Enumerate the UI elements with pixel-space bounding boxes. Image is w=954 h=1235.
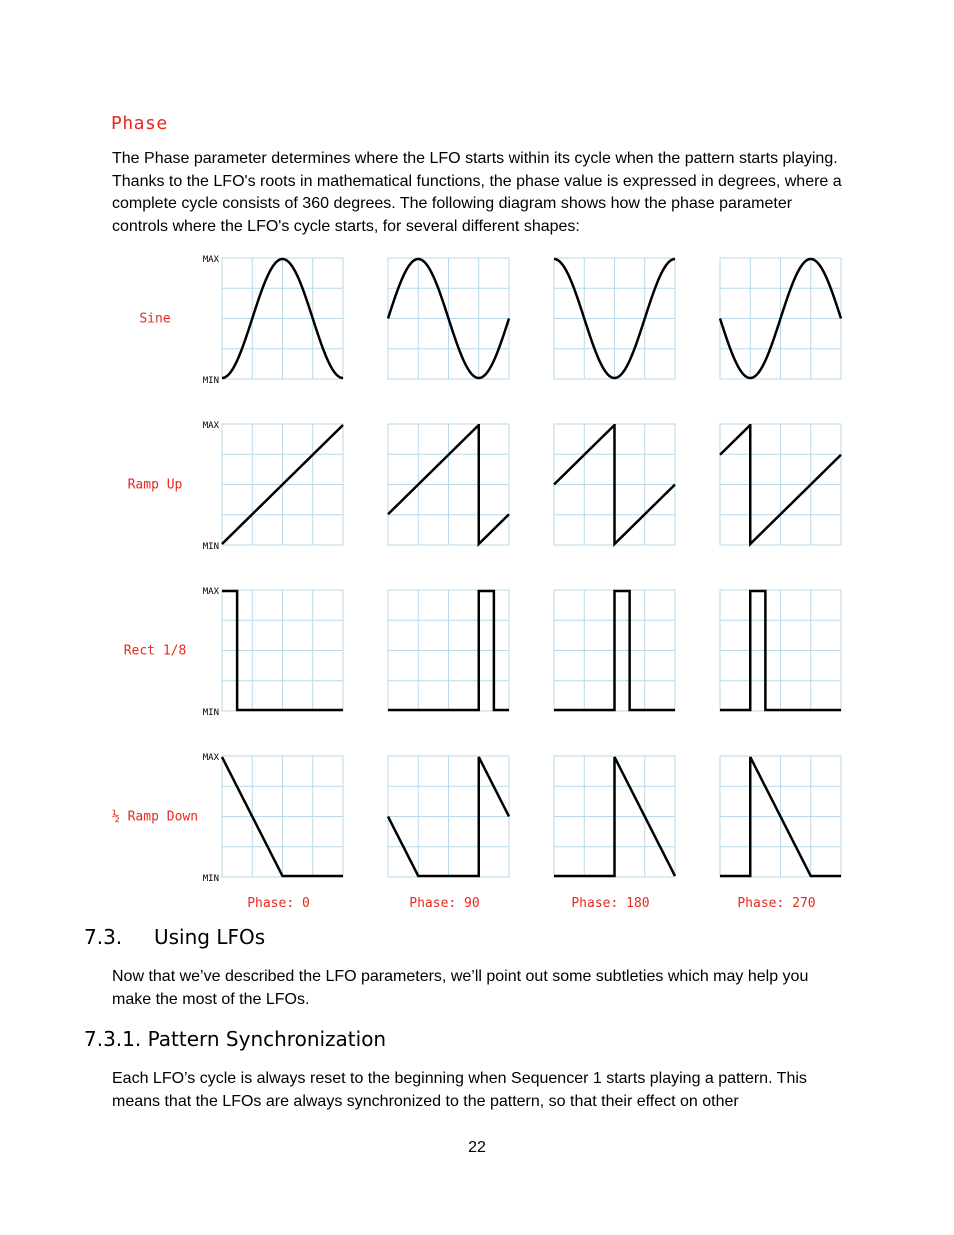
axis-max-label: MAX [202,255,219,265]
section-number: 7.3. [84,925,123,949]
axis-max-label: MAX [202,753,219,763]
shape-label: Rect 1/8 [123,643,187,659]
axis-min-label: MIN [202,874,219,884]
page-number: 22 [468,1139,486,1156]
axis-min-label: MIN [202,542,219,552]
axis-min-label: MIN [202,376,219,386]
axis-max-label: MAX [202,587,219,597]
section-heading-7-3-1: 7.3.1. Pattern Synchronization [84,1027,387,1051]
section-heading-7-3 [84,925,265,949]
section-heading-phase: Phase [111,113,168,134]
shape-label: ½ Ramp Down [111,809,199,825]
phase-label: Phase: 0 [247,896,310,911]
shape-label: Ramp Up [127,477,183,493]
lfo-phase-diagram [0,245,954,915]
paragraph-using-lfos: Now that we’ve described the LFO parameters, we’ll point out some subtleties which may help you make the most of the LFOs. [112,968,809,1008]
phase-label: Phase: 180 [571,896,650,911]
paragraph-pattern-sync: Each LFO’s cycle is always reset to the beginning when Sequencer 1 starts playing a pattern. This means that the LFOs are always synchronized to the pattern, so that their effect on other [112,1070,807,1110]
intro-paragraph: The Phase parameter determines where the LFO starts within its cycle when the pattern starts playing. Thanks to the LFO's roots in mathematical functions, the phase value is expressed in degrees, where a complete cycle consists of 360 degrees. The following diagram shows how the phase parameter controls where the LFO's cycle starts, for several different shapes: [112,150,842,235]
phase-label: Phase: 90 [409,896,480,911]
section-title: Using LFOs [154,925,266,949]
phase-label: Phase: 270 [737,896,816,911]
axis-max-label: MAX [202,421,219,431]
axis-min-label: MIN [202,708,219,718]
shape-label: Sine [139,311,171,327]
